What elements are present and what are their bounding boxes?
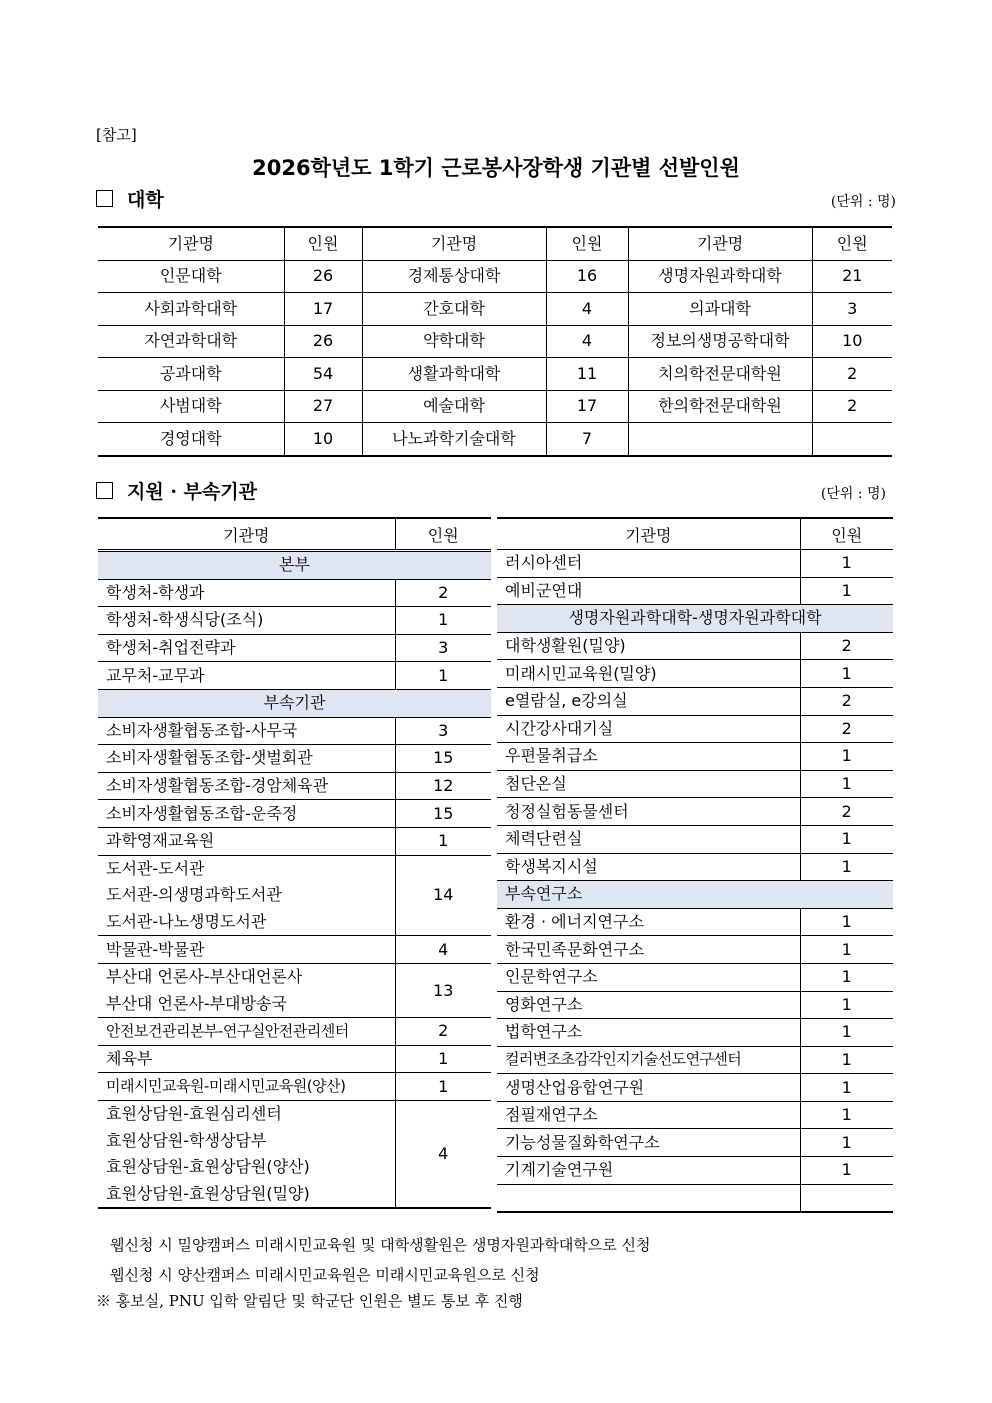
column-header: 기관명: [362, 227, 546, 260]
org-name: 체력단련실: [497, 825, 800, 853]
table-row: [98, 634, 491, 662]
column-header: 인원: [427, 525, 459, 545]
table-row: [98, 717, 491, 745]
section-support-heading: [96, 477, 257, 504]
empty-row: [497, 1184, 893, 1212]
table-row: [497, 660, 893, 688]
table-row: [98, 827, 491, 855]
column-header: 기관명: [98, 518, 395, 551]
count: 1: [395, 662, 491, 690]
org-name: 기능성물질화학연구소: [497, 1129, 800, 1157]
count: 2: [800, 715, 893, 743]
table-row: [497, 936, 893, 964]
table-row: [497, 577, 893, 605]
org-name: 첨단온실: [497, 770, 800, 798]
org-name: 우편물취급소: [497, 743, 800, 771]
org-name: 한국민족문화연구소: [497, 936, 800, 964]
org-name: 소비자생활협동조합-샛벌회관: [98, 745, 395, 773]
college-name: 의과대학: [628, 293, 812, 326]
table-row: [497, 908, 893, 936]
org-name: 체육부: [98, 1045, 395, 1073]
org-name: 학생복지시설: [497, 853, 800, 881]
column-header: 기관명: [98, 227, 284, 260]
section-support-label: 지원 · 부속기관: [127, 481, 257, 503]
count: 1: [395, 1073, 491, 1101]
count: 1: [800, 550, 893, 578]
table-row: [98, 293, 892, 326]
note-line: 웹신청 시 밀양캠퍼스 미래시민교육원 및 대학생활원은 생명자원과학대학으로 신청: [110, 1236, 651, 1254]
org-name: 박물관-박물관: [98, 936, 395, 964]
org-name: 기계기술연구원: [497, 1157, 800, 1185]
count: 1: [800, 908, 893, 936]
org-name: 학생처-학생식당(조식): [98, 607, 395, 635]
count: 4: [395, 936, 491, 964]
org-name: 미래시민교육원(밀양): [497, 660, 800, 688]
column-header: 인원: [284, 227, 362, 260]
table-row: [98, 855, 491, 882]
college-name: 경제통상대학: [362, 260, 546, 293]
org-name: 청정실험동물센터: [497, 798, 800, 826]
college-name: 약학대학: [362, 325, 546, 358]
table-row: [497, 770, 893, 798]
org-name: 시간강사대기실: [497, 715, 800, 743]
college-count: 10: [284, 423, 362, 456]
column-header: 기관명: [497, 518, 800, 550]
column-header: 인원: [546, 227, 628, 260]
count: 1: [800, 991, 893, 1019]
section-colleges-heading: [96, 185, 164, 212]
count: 1: [800, 1101, 893, 1129]
org-name: 점필재연구소: [497, 1101, 800, 1129]
count: 1: [800, 577, 893, 605]
table-row: [98, 745, 491, 773]
table-row: [497, 1046, 893, 1074]
empty-cell: [800, 1184, 893, 1212]
count: 1: [800, 936, 893, 964]
count: 1: [800, 825, 893, 853]
college-count: 4: [546, 293, 628, 326]
college-count: 17: [284, 293, 362, 326]
count: 12: [395, 772, 491, 800]
org-name: 부산대 언론사-부산대언론사: [98, 963, 395, 990]
count: 2: [800, 687, 893, 715]
count: 3: [395, 717, 491, 745]
count: 1: [800, 660, 893, 688]
table-row: [497, 550, 893, 578]
org-name: 생명산업융합연구원: [497, 1074, 800, 1102]
count: 1: [395, 607, 491, 635]
org-name: 미래시민교육원-미래시민교육원(양산): [98, 1073, 395, 1101]
college-count: 2: [812, 390, 892, 423]
count: 1: [800, 1019, 893, 1047]
college-name: 사회과학대학: [98, 293, 284, 326]
table-row: [98, 358, 892, 391]
column-header: 인원: [800, 518, 893, 550]
org-name: 도서관-도서관: [98, 855, 395, 882]
college-count: 3: [812, 293, 892, 326]
org-name: 효원상담원-효원상담원(밀양): [98, 1181, 395, 1209]
table-row: [497, 1019, 893, 1047]
count: 15: [395, 745, 491, 773]
college-name: 정보의생명공학대학: [628, 325, 812, 358]
section-colleges-label: 대학: [127, 189, 164, 211]
count: 15: [395, 800, 491, 828]
table-row: [98, 260, 892, 293]
count: 1: [800, 963, 893, 991]
table-row: [98, 1073, 491, 1101]
college-name: 사범대학: [98, 390, 284, 423]
org-name: 효원상담원-학생상담부: [98, 1127, 395, 1154]
org-name: 도서관-나노생명도서관: [98, 909, 395, 936]
reference-label: [참고]: [96, 126, 137, 144]
count: 4: [395, 1100, 491, 1208]
college-name: 공과대학: [98, 358, 284, 391]
table-row: [98, 1018, 491, 1046]
org-name: 러시아센터: [497, 550, 800, 578]
org-name: 학생처-취업전략과: [98, 634, 395, 662]
college-name: 인문대학: [98, 260, 284, 293]
org-name: 교무처-교무과: [98, 662, 395, 690]
college-count: 7: [546, 423, 628, 456]
org-name: 영화연구소: [497, 991, 800, 1019]
count: 2: [395, 579, 491, 607]
table-row: [98, 423, 892, 456]
college-count: 21: [812, 260, 892, 293]
college-count: 26: [284, 325, 362, 358]
org-name: 효원상담원-효원상담원(양산): [98, 1154, 395, 1181]
college-count: 17: [546, 390, 628, 423]
table-row: [497, 1101, 893, 1129]
table-row: [497, 853, 893, 881]
org-name: 부산대 언론사-부대방송국: [98, 991, 395, 1018]
table-row: [497, 963, 893, 991]
support-table-right: [497, 517, 893, 1213]
college-name: 자연과학대학: [98, 325, 284, 358]
table-row: [98, 662, 491, 690]
college-count: 2: [812, 358, 892, 391]
count: 2: [800, 798, 893, 826]
count: 1: [800, 1129, 893, 1157]
count: 2: [800, 632, 893, 660]
college-name: 나노과학기술대학: [362, 423, 546, 456]
org-name: 소비자생활협동조합-사무국: [98, 717, 395, 745]
org-name: 소비자생활협동조합-운죽정: [98, 800, 395, 828]
table-row: [98, 1100, 491, 1127]
count: 1: [800, 853, 893, 881]
college-count: 54: [284, 358, 362, 391]
note-line: 웹신청 시 양산캠퍼스 미래시민교육원은 미래시민교육원으로 신청: [110, 1266, 540, 1284]
count: 1: [800, 1074, 893, 1102]
org-name: 과학영재교육원: [98, 827, 395, 855]
org-name: 법학연구소: [497, 1019, 800, 1047]
table-row: [497, 825, 893, 853]
count: 1: [395, 1045, 491, 1073]
unit-label: (단위 : 명): [820, 486, 886, 502]
college-count: 10: [812, 325, 892, 358]
table-row: [98, 579, 491, 607]
org-name: 안전보건관리본부-연구실안전관리센터: [98, 1018, 395, 1046]
count: 14: [395, 855, 491, 936]
checkbox-square-icon: [96, 190, 113, 207]
table-row: [98, 325, 892, 358]
table-row: [98, 963, 491, 990]
org-name: 환경 · 에너지연구소: [497, 908, 800, 936]
count: 1: [800, 743, 893, 771]
college-count: 4: [546, 325, 628, 358]
table-row: [98, 607, 491, 635]
org-name: e열람실, e강의실: [497, 687, 800, 715]
support-table-left: [98, 517, 491, 1209]
category-row: 부속연구소: [497, 881, 893, 909]
category-row: 본부: [98, 551, 491, 580]
college-name: [628, 423, 812, 456]
table-row: [98, 390, 892, 423]
page-title: 2026학년도 1학기 근로봉사장학생 기관별 선발인원: [252, 156, 740, 180]
count: 13: [395, 963, 491, 1017]
colleges-table: [98, 226, 892, 457]
table-row: [497, 1129, 893, 1157]
category-row: 부속기관: [98, 689, 491, 717]
column-header: 인원: [812, 227, 892, 260]
count: 1: [395, 827, 491, 855]
table-row: [98, 936, 491, 964]
category-row: 생명자원과학대학-생명자원과학대학: [497, 605, 893, 633]
org-name: 효원상담원-효원심리센터: [98, 1100, 395, 1127]
college-count: [812, 423, 892, 456]
table-row: [497, 715, 893, 743]
table-header-row: [98, 227, 892, 260]
count: 1: [800, 1157, 893, 1185]
college-count: 11: [546, 358, 628, 391]
table-row: [98, 772, 491, 800]
college-count: 16: [546, 260, 628, 293]
college-name: 한의학전문대학원: [628, 390, 812, 423]
org-name: 학생처-학생과: [98, 579, 395, 607]
table-row: [497, 1157, 893, 1185]
org-name: 도서관-의생명과학도서관: [98, 882, 395, 909]
table-row: [497, 687, 893, 715]
count: 2: [395, 1018, 491, 1046]
count: 1: [800, 770, 893, 798]
footnote: ※ 홍보실, PNU 입학 알림단 및 학군단 인원은 별도 통보 후 진행: [96, 1292, 523, 1310]
org-name: 인문학연구소: [497, 963, 800, 991]
table-row: [497, 743, 893, 771]
org-name: 소비자생활협동조합-경암체육관: [98, 772, 395, 800]
college-name: 경영대학: [98, 423, 284, 456]
college-name: 간호대학: [362, 293, 546, 326]
table-row: [497, 798, 893, 826]
count: 1: [800, 1046, 893, 1074]
college-name: 치의학전문대학원: [628, 358, 812, 391]
org-name: 대학생활원(밀양): [497, 632, 800, 660]
table-row: [98, 800, 491, 828]
college-name: 생활과학대학: [362, 358, 546, 391]
college-count: 27: [284, 390, 362, 423]
checkbox-square-icon: [96, 482, 113, 499]
table-row: [98, 1045, 491, 1073]
org-name: 컬러변조초감각인지기술선도연구센터: [497, 1046, 800, 1074]
column-header: 기관명: [628, 227, 812, 260]
table-row: [497, 1074, 893, 1102]
unit-label: (단위 : 명): [830, 194, 896, 210]
college-count: 26: [284, 260, 362, 293]
empty-cell: [497, 1184, 800, 1212]
college-name: 예술대학: [362, 390, 546, 423]
college-name: 생명자원과학대학: [628, 260, 812, 293]
table-row: [497, 991, 893, 1019]
count: 3: [395, 634, 491, 662]
table-row: [497, 632, 893, 660]
org-name: 예비군연대: [497, 577, 800, 605]
notes-block: [110, 1230, 651, 1290]
